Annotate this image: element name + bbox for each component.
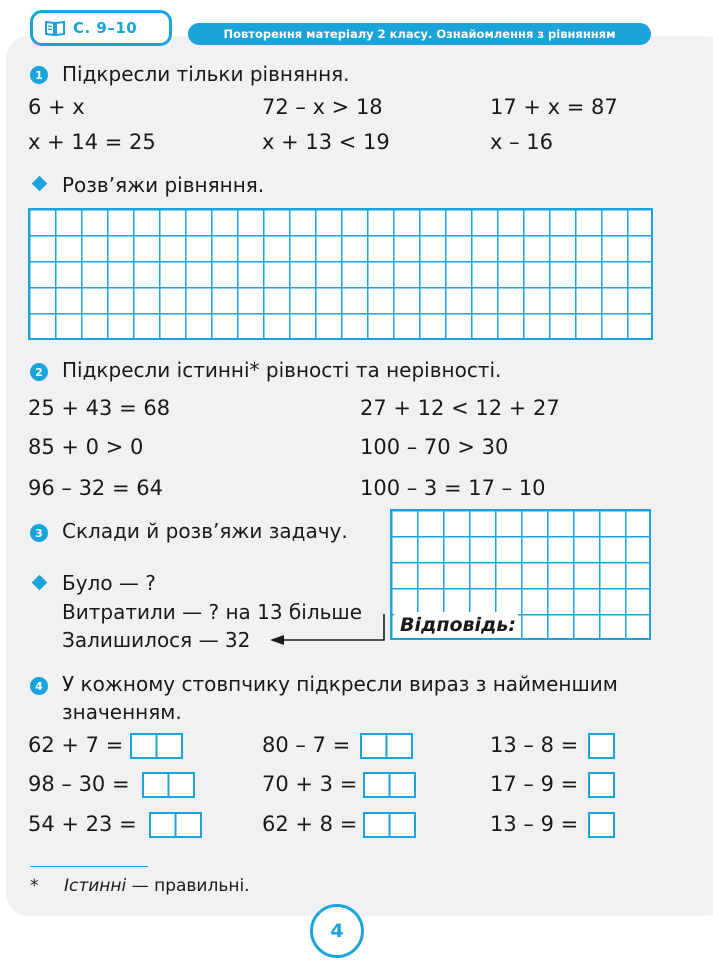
task-1-instruction: Підкресли тільки рівняння. (62, 62, 350, 86)
answer-box[interactable] (149, 812, 202, 838)
page-number: 4 (310, 904, 364, 958)
expression: 17 – 9 = (490, 772, 579, 796)
expression: 62 + 8 = (262, 812, 358, 836)
answer-box[interactable] (363, 772, 416, 798)
solve-equation-instruction: Розв’яжи рівняння. (62, 173, 265, 197)
task-2-number: 2 (30, 363, 48, 381)
expression: x – 16 (490, 130, 553, 154)
expression: 70 + 3 = (262, 772, 358, 796)
footnote-term: Істинні (64, 876, 127, 896)
answer-box[interactable] (363, 812, 416, 838)
expression: 6 + x (28, 95, 85, 119)
answer-label: Відповідь: (394, 612, 518, 638)
expression: 54 + 23 = (28, 812, 137, 836)
answer-box[interactable] (130, 733, 183, 759)
answer-box[interactable] (588, 812, 615, 838)
task-3-instruction: Склади й розв’яжи задачу. (62, 519, 348, 543)
page-reference: С. 9–10 (73, 19, 138, 37)
problem-line: Витратили — ? на 13 більше (62, 600, 362, 624)
expression: x + 13 < 19 (262, 130, 390, 154)
equality: 25 + 43 = 68 (28, 396, 171, 420)
expression: 13 – 8 = (490, 733, 579, 757)
expression: 17 + x = 87 (490, 95, 618, 119)
footnote-marker: * (30, 876, 39, 896)
equality: 96 – 32 = 64 (28, 476, 163, 500)
task-1-number: 1 (30, 66, 48, 84)
expression: 62 + 7 = (28, 733, 124, 757)
page-reference-badge (30, 10, 172, 46)
answer-box[interactable] (588, 772, 615, 798)
problem-line: Залишилося — 32 (62, 628, 251, 652)
problem-line: Було — ? (62, 571, 156, 595)
footnote (64, 876, 250, 896)
equality: 85 + 0 > 0 (28, 435, 144, 459)
arrow-left-icon (268, 612, 390, 648)
equality: 100 – 70 > 30 (360, 435, 509, 459)
expression: x + 14 = 25 (28, 130, 156, 154)
footnote-divider (30, 866, 148, 867)
answer-grid[interactable] (28, 208, 653, 340)
task-4-instruction-cont: значенням. (62, 700, 182, 724)
answer-box[interactable] (588, 733, 615, 759)
expression: 80 – 7 = (262, 733, 351, 757)
equality: 27 + 12 < 12 + 27 (360, 396, 560, 420)
expression: 13 – 9 = (490, 812, 579, 836)
task-4-instruction: У кожному стовпчику підкресли вираз з найменшим (62, 672, 618, 696)
topic-banner: Повторення матеріалу 2 класу. Ознайомлення з рівнянням (188, 23, 651, 45)
answer-box[interactable] (360, 733, 413, 759)
footnote-definition: — правильні. (126, 876, 250, 896)
expression: 72 – x > 18 (262, 95, 383, 119)
expression: 98 – 30 = (28, 772, 130, 796)
answer-box[interactable] (142, 772, 195, 798)
task-4-number: 4 (30, 677, 48, 695)
book-icon (45, 20, 65, 36)
task-2-instruction: Підкресли істинні* рівності та нерівності. (62, 358, 502, 382)
task-3-number: 3 (30, 524, 48, 542)
equality: 100 – 3 = 17 – 10 (360, 476, 546, 500)
